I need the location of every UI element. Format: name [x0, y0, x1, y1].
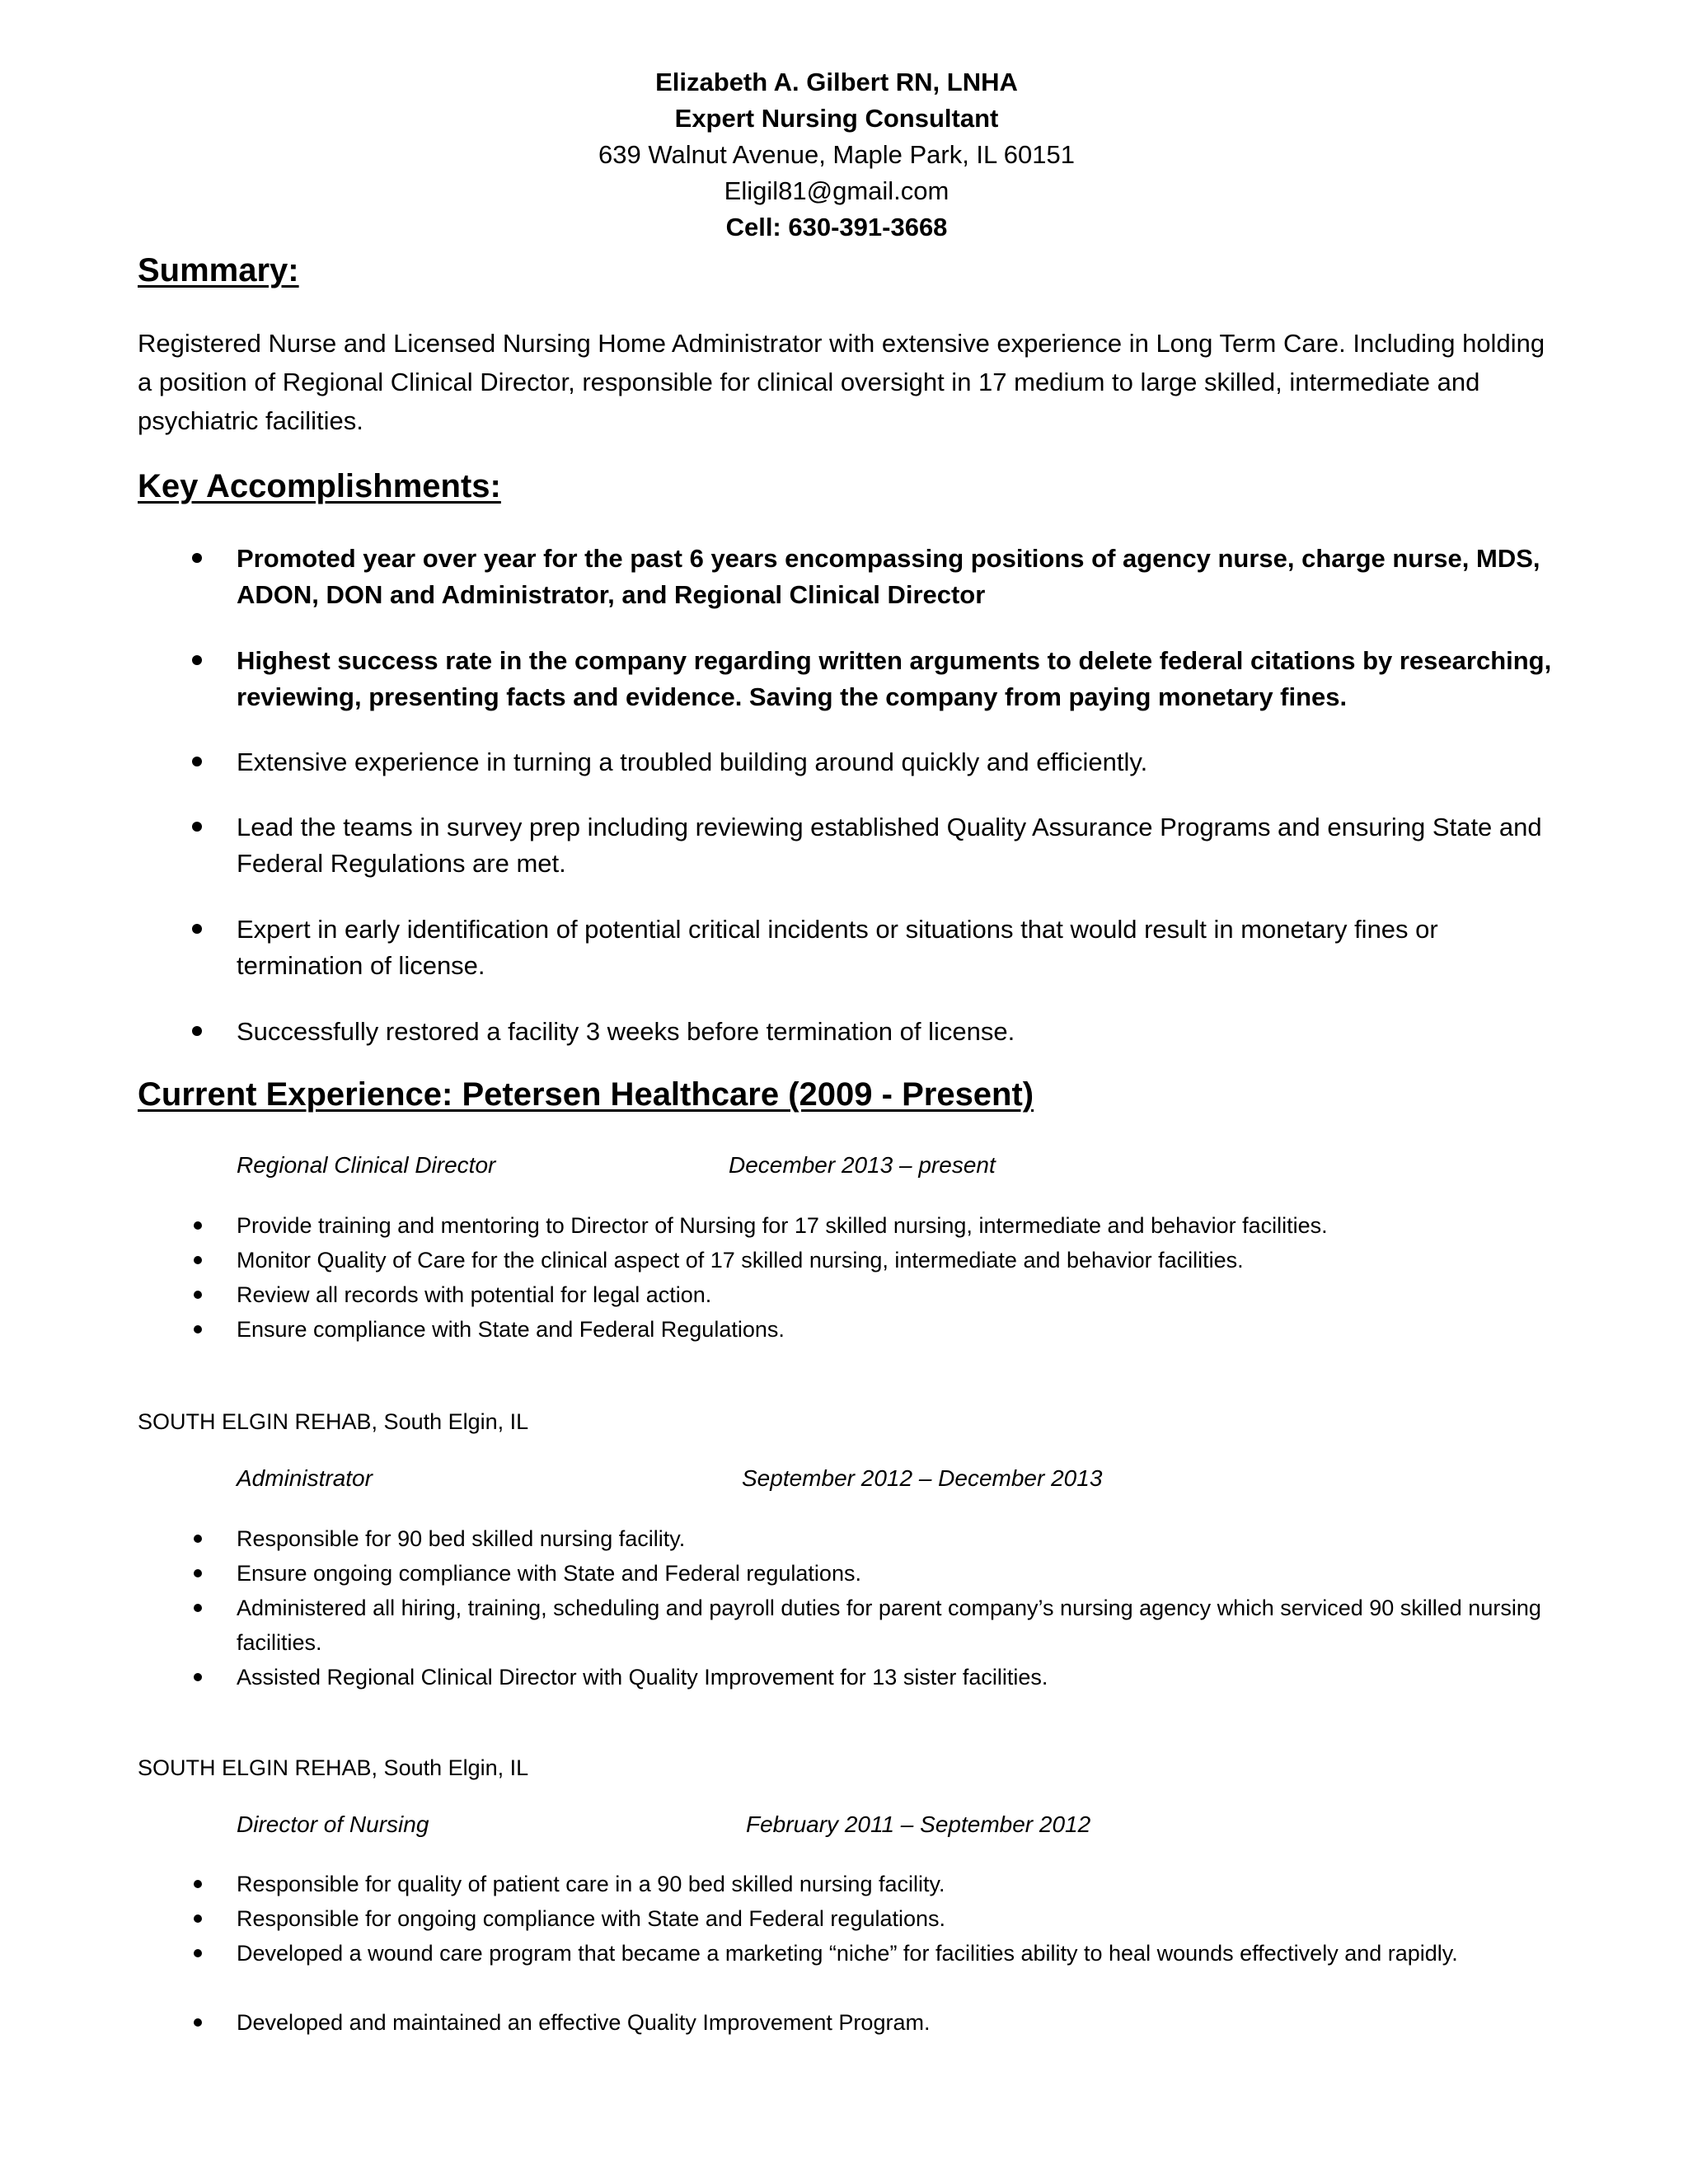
list-item: Responsible for ongoing compliance with State and Federal regulations. [237, 1901, 1555, 1936]
job-role: Administrator [237, 1465, 373, 1491]
bullet-icon [194, 1221, 202, 1230]
bullet-icon [194, 1535, 202, 1543]
list-item: Responsible for 90 bed skilled nursing facility. [237, 1521, 1555, 1556]
summary-text: Registered Nurse and Licensed Nursing Home Administrator with extensive experience in Long Term Care. Including holding a position of Regional Clinical Director, responsible for clinical oversight in 17 medium to large skilled, intermediate and psychiatric facilities. [138, 329, 1545, 435]
list-item: Ensure compliance with State and Federal Regulations. [237, 1312, 1555, 1347]
list-item: Developed and maintained an effective Quality Improvement Program. [237, 2005, 1555, 2040]
candidate-name: Elizabeth A. Gilbert RN, LNHA [655, 68, 1018, 96]
experience-heading: Current Experience: Petersen Healthcare (2009 - Present) [138, 1076, 1034, 1113]
bullet-icon [194, 1256, 202, 1264]
list-item: Administered all hiring, training, scheduling and payroll duties for parent company’s nursing agency which serviced 90 skilled nursing facilities. [237, 1591, 1555, 1660]
bullet-icon [192, 924, 202, 934]
bullet-icon [192, 822, 202, 832]
list-item: Ensure ongoing compliance with State and Federal regulations. [237, 1556, 1555, 1591]
list-item: Extensive experience in turning a troubled building around quickly and efficiently. [237, 744, 1564, 780]
list-item: Developed a wound care program that became a marketing “niche” for facilities ability to heal wounds effectively and rapidly. [237, 1936, 1555, 1971]
employer: SOUTH ELGIN REHAB, South Elgin, IL [138, 1409, 529, 1434]
list-item: Lead the teams in survey prep including reviewing established Quality Assurance Programs and ensuring State and Federal Regulations are met. [237, 809, 1564, 882]
list-item: Expert in early identification of potential critical incidents or situations that would result in monetary fines or termination of license. [237, 912, 1564, 984]
bullet-icon [192, 1026, 202, 1036]
bullet-icon [192, 757, 202, 766]
bullet-icon [194, 1325, 202, 1333]
bullet-icon [194, 1569, 202, 1577]
list-item: Provide training and mentoring to Director of Nursing for 17 skilled nursing, intermediate and behavior facilities. [237, 1208, 1555, 1243]
accomplishments-heading: Key Accomplishments: [138, 468, 501, 504]
bullet-icon [194, 1673, 202, 1681]
list-item: Assisted Regional Clinical Director with Quality Improvement for 13 sister facilities. [237, 1660, 1555, 1694]
email: Eligil81@gmail.com [724, 176, 950, 205]
contact-header [0, 64, 1673, 246]
bullet-icon [194, 1880, 202, 1888]
bullet-icon [194, 1291, 202, 1299]
summary-heading: Summary: [138, 252, 299, 288]
bullet-icon [194, 1949, 202, 1957]
address: 639 Walnut Avenue, Maple Park, IL 60151 [598, 140, 1075, 169]
list-item: Highest success rate in the company regarding written arguments to delete federal citations by researching, reviewing, presenting facts and evidence. Saving the company from paying monetary fines. [237, 643, 1564, 715]
job-dates: February 2011 – September 2012 [746, 1811, 1091, 1837]
job-role: Director of Nursing [237, 1811, 429, 1837]
list-item: Promoted year over year for the past 6 years encompassing positions of agency nurse, charge nurse, MDS, ADON, DON and Administrator, and Regional Clinical Director [237, 541, 1564, 613]
employer: SOUTH ELGIN REHAB, South Elgin, IL [138, 1755, 529, 1780]
list-item: Successfully restored a facility 3 weeks before termination of license. [237, 1014, 1564, 1050]
bullet-icon [194, 1604, 202, 1612]
list-item: Review all records with potential for legal action. [237, 1277, 1555, 1312]
job-dates: December 2013 – present [729, 1152, 996, 1178]
job-role: Regional Clinical Director [237, 1152, 496, 1178]
bullet-icon [194, 2018, 202, 2027]
bullet-icon [192, 553, 202, 563]
job-dates: September 2012 – December 2013 [742, 1465, 1103, 1491]
bullet-icon [194, 1915, 202, 1923]
list-item: Responsible for quality of patient care in a 90 bed skilled nursing facility. [237, 1867, 1555, 1901]
cell-phone: Cell: 630-391-3668 [725, 213, 948, 241]
bullet-icon [192, 655, 202, 665]
list-item: Monitor Quality of Care for the clinical aspect of 17 skilled nursing, intermediate and behavior facilities. [237, 1243, 1555, 1277]
candidate-title: Expert Nursing Consultant [674, 104, 999, 133]
